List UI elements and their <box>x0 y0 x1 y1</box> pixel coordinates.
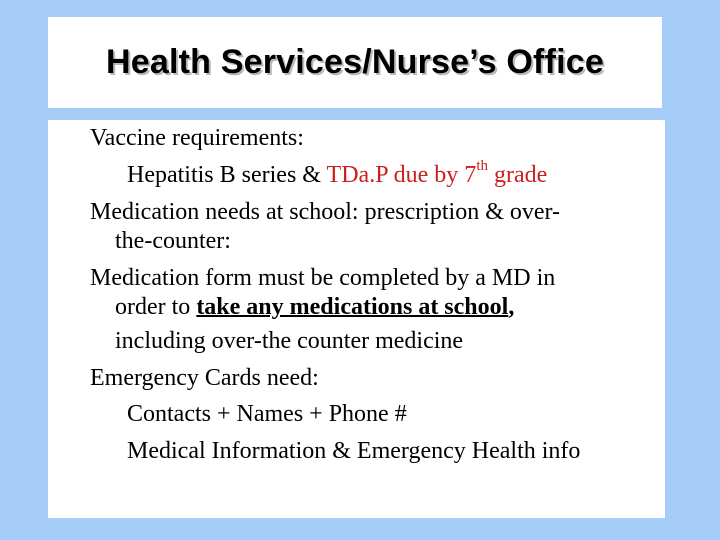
vaccine-heading: Vaccine requirements: <box>90 125 304 151</box>
medication-form-line-1: Medication form must be completed by a MD in <box>90 265 556 291</box>
medication-needs-line-2: the-counter: <box>115 228 231 254</box>
ordinal-suffix: th <box>476 158 488 174</box>
medication-form-prefix: order to <box>115 294 197 320</box>
medication-needs-line-1: Medication needs at school: prescription & over- <box>90 199 561 225</box>
slide-title: Health Services/Nurse’s Office <box>106 43 604 81</box>
medication-emphasis-text: take any medications at school <box>196 294 509 320</box>
content-panel <box>48 120 665 518</box>
medication-form-line-2 <box>115 292 514 322</box>
emergency-item-medical-info: Medical Information & Emergency Health info <box>127 438 581 464</box>
emergency-item-contacts: Contacts + Names + Phone # <box>127 401 407 427</box>
emergency-heading: Emergency Cards need: <box>90 365 319 391</box>
vaccine-detail <box>127 160 547 190</box>
title-panel <box>48 17 662 108</box>
tdap-text: TDa.P due by 7 <box>326 162 477 188</box>
grade-text: grade <box>487 162 548 188</box>
medication-emphasis-comma: , <box>508 294 515 320</box>
tdap-deadline-text <box>326 158 548 188</box>
medication-emphasis <box>196 294 514 320</box>
vaccine-series-text: Hepatitis B series & <box>127 162 327 188</box>
medication-form-line-3: including over-the counter medicine <box>115 328 464 354</box>
